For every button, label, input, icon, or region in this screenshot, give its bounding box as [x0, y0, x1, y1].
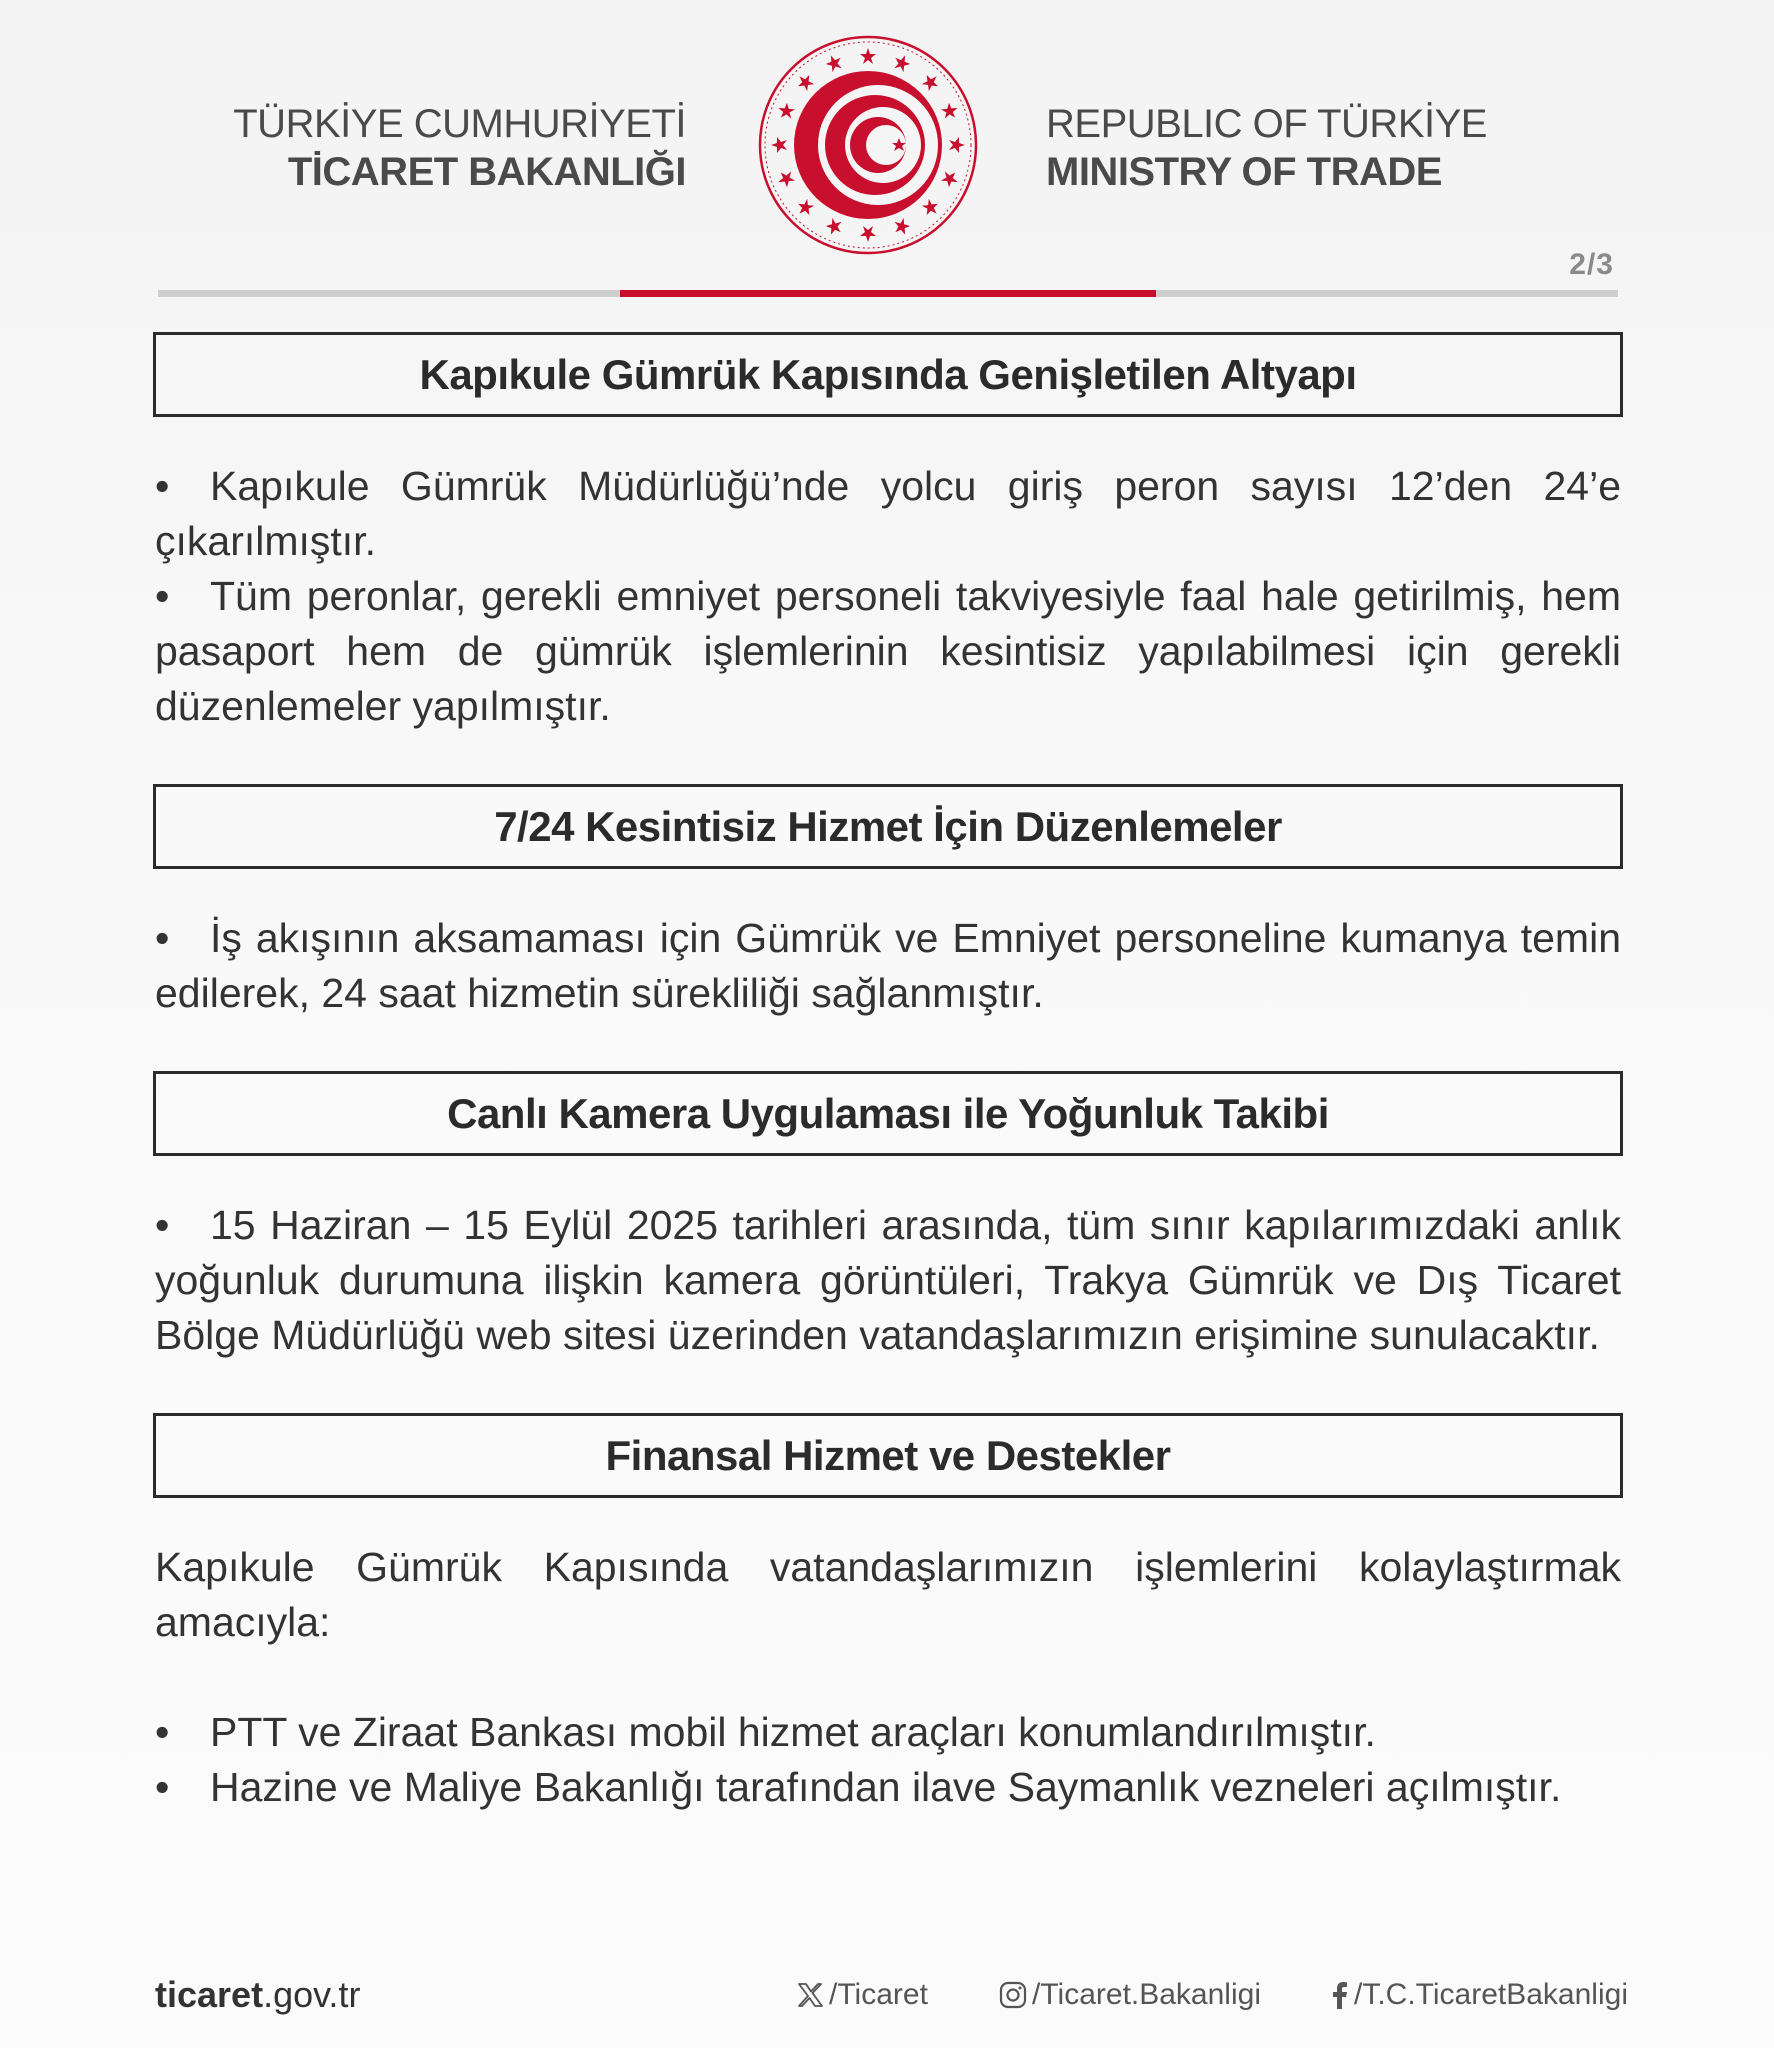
list-item: • Kapıkule Gümrük Müdürlüğü’nde yolcu giriş peron sayısı 12’den 24’e çıkarılmıştır.: [155, 463, 1621, 564]
header: [0, 0, 1774, 290]
facebook-social-link[interactable]: /T.C.TicaretBakanligi: [1328, 1978, 1628, 2012]
list-item: • 15 Haziran – 15 Eylül 2025 tarihleri arasında, tüm sınır kapılarımızdaki anlık yoğunluk durumuna ilişkin kamera görüntüleri, Trakya Gümrük ve Dış Ticaret Bölge Müdürlüğü web sitesi üzerinden vatandaşlarımızın erişimine sunulacaktır.: [155, 1202, 1621, 1358]
section-body-live-camera: [153, 1198, 1623, 1363]
ministry-name-turkish: [233, 100, 686, 196]
instagram-social-link[interactable]: /Ticaret.Bakanligi: [998, 1978, 1261, 2012]
ministry-emblem-icon: [757, 34, 979, 256]
section-body-financial-services: [153, 1540, 1623, 1815]
facebook-icon: [1328, 1980, 1350, 2010]
section-body-infrastructure: [153, 459, 1623, 734]
ministry-name-en: MINISTRY OF TRADE: [1046, 150, 1442, 194]
ministry-name-tr: TİCARET BAKANLIĞI: [287, 150, 686, 194]
republic-name-tr: TÜRKİYE CUMHURİYETİ: [233, 102, 686, 146]
section-title-24-7-service: 7/24 Kesintisiz Hizmet İçin Düzenlemeler: [153, 784, 1623, 869]
section-body-24-7-service: [153, 911, 1623, 1021]
instagram-icon: [998, 1980, 1028, 2010]
list-item: • Hazine ve Maliye Bakanlığı tarafından ilave Saymanlık vezneleri açılmıştır.: [155, 1764, 1562, 1810]
footer: [0, 1970, 1774, 2020]
section-intro: Kapıkule Gümrük Kapısında vatandaşlarımızın işlemlerini kolaylaştırmak amacıyla:: [155, 1544, 1621, 1645]
page-indicator: 2/3: [1569, 248, 1614, 281]
republic-name-en: REPUBLIC OF TÜRKİYE: [1046, 102, 1487, 146]
x-logo-icon: [795, 1980, 825, 2010]
section-title-financial-services: Finansal Hizmet ve Destekler: [153, 1413, 1623, 1498]
list-item: • Tüm peronlar, gerekli emniyet personeli takviyesiyle faal hale getirilmiş, hem pasaport hem de gümrük işlemlerinin kesintisiz yapılabilmesi için gerekli düzenlemeler yapılmıştır.: [155, 573, 1621, 729]
page-progress-fill: [620, 290, 1155, 297]
list-item: • İş akışının aksamaması için Gümrük ve Emniyet personeline kumanya temin edilerek, 24 saat hizmetin sürekliliği sağlanmıştır.: [155, 915, 1621, 1016]
section-title-infrastructure: Kapıkule Gümrük Kapısında Genişletilen Altyapı: [153, 332, 1623, 417]
website-link[interactable]: ticaret.gov.tr: [155, 1974, 361, 2015]
x-social-link[interactable]: /Ticaret: [795, 1978, 928, 2012]
list-item: • PTT ve Ziraat Bankası mobil hizmet araçları konumlandırılmıştır.: [155, 1709, 1376, 1755]
page-progress-bar: [158, 290, 1618, 297]
ministry-name-english: [1046, 100, 1487, 196]
section-title-live-camera: Canlı Kamera Uygulaması ile Yoğunluk Takibi: [153, 1071, 1623, 1156]
main-content: [153, 332, 1623, 1815]
